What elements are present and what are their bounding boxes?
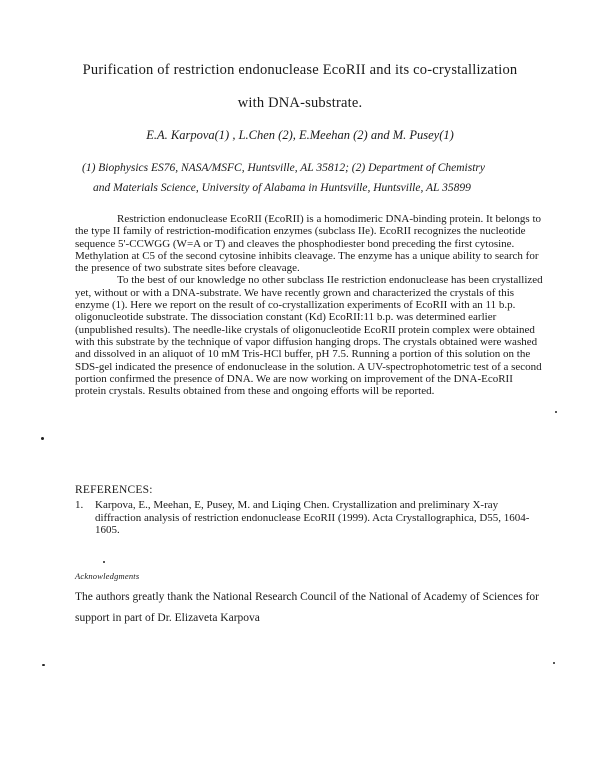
acknowledgments-heading: Acknowledgments bbox=[75, 571, 140, 581]
reference-text: Karpova, E., Meehan, E, Pusey, M. and Liqing Chen. Crystallization and preliminary X-ray diffraction analysis of restriction endonuclease EcoRII (1999). Acta Crystallographica, D55, 1604-1605. bbox=[95, 499, 530, 536]
scan-speck bbox=[553, 662, 555, 664]
scan-speck bbox=[42, 664, 45, 666]
abstract-body bbox=[75, 213, 543, 397]
paper-title-line-1: Purification of restriction endonuclease EcoRII and its co-crystallization bbox=[82, 62, 518, 78]
paragraph-2: To the best of our knowledge no other subclass IIe restriction endonuclease has been crystallized yet, without or with a DNA-substrate. We have recently grown and characterized the crystals of this enzyme (1). Here we report on the result of co-crystallization experiments of EcoRII with an 11 b.p. oligonucleotide substrate. The dissociation constant (Kd) EcoRII:11 b.p. was determined earlier (unpublished results). The needle-like crystals of oligonucleotide EcoRII protein complex were obtained with this substrate by the technique of vapor diffusion hanging drops. The crystals obtained were washed and dissolved in an aliquot of 10 mM Tris-HCl buffer, pH 7.5. Running a portion of this solution on the SDS-gel indicated the presence of endonuclease in the solution. A UV-spectrophotometric test of a second portion confirmed the presence of DNA. We are now working on improvement of the DNA-EcoRII protein crystals. Results obtained from these and ongoing efforts will be reported. bbox=[75, 274, 543, 398]
references-heading: REFERENCES: bbox=[75, 484, 153, 496]
scan-speck bbox=[41, 437, 44, 440]
author-list: E.A. Karpova(1) , L.Chen (2), E.Meehan (2) and M. Pusey(1) bbox=[146, 128, 454, 142]
affiliation-line-2: and Materials Science, University of Alabama in Huntsville, Huntsville, AL 35899 bbox=[93, 182, 471, 194]
affiliation-line-1: (1) Biophysics ES76, NASA/MSFC, Huntsville, AL 35812; (2) Department of Chemistry bbox=[82, 162, 485, 174]
scan-speck bbox=[103, 561, 105, 563]
acknowledgments-text: The authors greatly thank the National Research Council of the National of Academy of Sciences for support in part of Dr. Elizaveta Karpova bbox=[75, 591, 539, 624]
paper-title-line-2: with DNA-substrate. bbox=[237, 95, 363, 111]
scan-speck bbox=[555, 411, 557, 413]
reference-number: 1. bbox=[75, 499, 84, 511]
affiliations bbox=[82, 158, 552, 198]
paragraph-1: Restriction endonuclease EcoRII (EcoRII) is a homodimeric DNA-binding protein. It belongs to the type II family of restriction-modification enzymes (subclass IIe). EcoRII recognizes the nucleotide sequence 5'-CCWGG (W=A or T) and cleaves the phosphodiester bond preceding the first cytosine. Methylation at C5 of the second cytosine inhibits cleavage. The enzyme has a unique ability to search for the presence of two substrate sites before cleavage. bbox=[75, 213, 542, 275]
reference-item bbox=[75, 499, 545, 537]
